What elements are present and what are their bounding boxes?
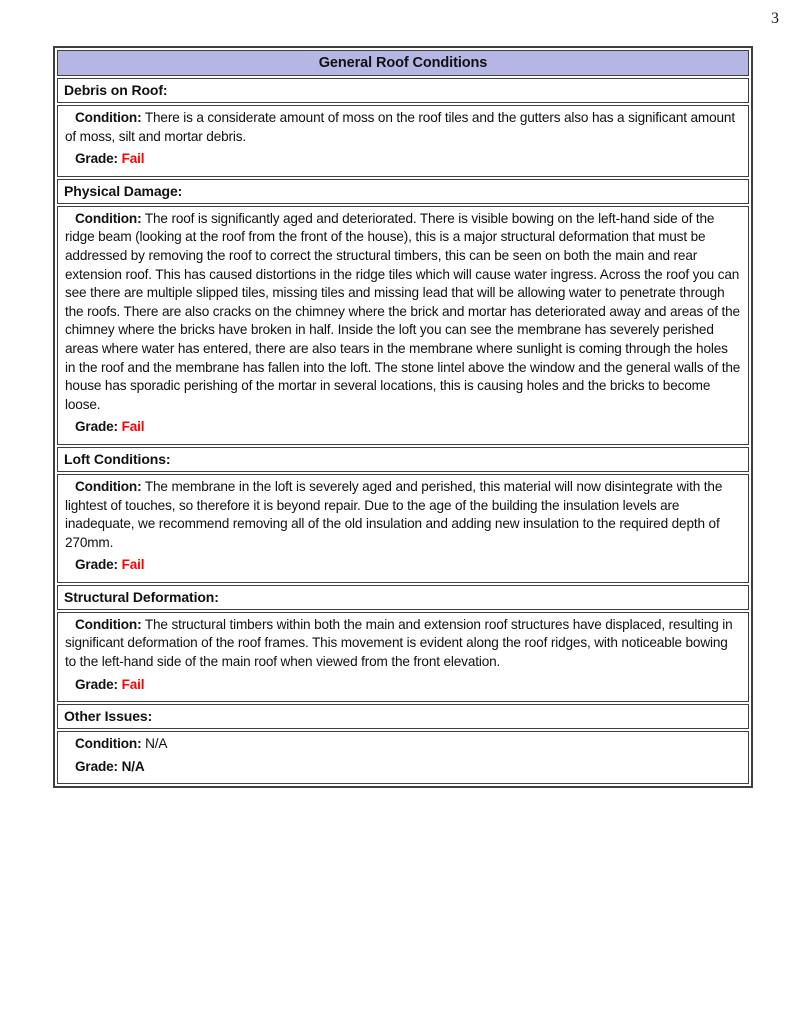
condition-text: N/A <box>145 736 168 752</box>
section-heading-row <box>57 585 749 610</box>
section-body-row <box>57 474 749 583</box>
grade-label: Grade: <box>75 676 118 692</box>
section-heading-other-issues: Other Issues: <box>57 704 749 729</box>
grade-paragraph <box>65 556 741 575</box>
grade-value: Fail <box>121 151 145 167</box>
condition-paragraph <box>65 478 741 552</box>
section-heading-physical-damage: Physical Damage: <box>57 179 749 204</box>
grade-label: Grade: <box>75 758 118 774</box>
grade-value: Fail <box>121 676 145 692</box>
page-number: 3 <box>771 10 779 27</box>
condition-text: The membrane in the loft is severely aged and perished, this material will now disintegrate with the lightest of touches, so therefore it is beyond repair. Due to the age of the building the insulation levels are inadequate, we recommend removing all of the old insulation and adding new insulation to the required depth of 270mm. <box>65 478 723 550</box>
section-heading-row <box>57 78 749 103</box>
section-heading-structural-deformation: Structural Deformation: <box>57 585 749 610</box>
section-heading-debris-on-roof: Debris on Roof: <box>57 78 749 103</box>
condition-paragraph <box>65 109 741 146</box>
section-body-debris-on-roof <box>57 105 749 177</box>
grade-paragraph <box>65 758 741 777</box>
condition-label: Condition: <box>75 616 142 632</box>
grade-label: Grade: <box>75 419 118 435</box>
condition-label: Condition: <box>75 210 142 226</box>
condition-text: The structural timbers within both the main and extension roof structures have displaced, resulting in significant deformation of the roof frames. This movement is evident along the roof ridges, with noticeable bowing to the left-hand side of the main roof when viewed from the front elevation. <box>65 616 733 670</box>
grade-label: Grade: <box>75 557 118 573</box>
grade-value: N/A <box>121 758 145 774</box>
section-body-other-issues <box>57 731 749 784</box>
table-title: General Roof Conditions <box>57 50 749 76</box>
condition-label: Condition: <box>75 736 142 752</box>
condition-label: Condition: <box>75 478 142 494</box>
grade-value: Fail <box>121 419 145 435</box>
table-title-row <box>57 50 749 76</box>
section-body-row <box>57 731 749 784</box>
section-body-loft-conditions <box>57 474 749 583</box>
section-heading-row <box>57 447 749 472</box>
section-body-physical-damage <box>57 206 749 445</box>
condition-text: There is a considerate amount of moss on the roof tiles and the gutters also has a significant amount of moss, silt and mortar debris. <box>65 110 735 144</box>
section-heading-row <box>57 179 749 204</box>
condition-text: The roof is significantly aged and deteriorated. There is visible bowing on the left-hand side of the ridge beam (looking at the roof from the front of the house), this is a major structural deformation that must be addressed by removing the roof to correct the structural timbers, this can be seen on both the main and rear extension roof. This has caused distortions in the ridge tiles which will cause water ingress. Across the roof you can see there are multiple slipped tiles, missing tiles and missing lead that will be allowing water to penetrate through the roofs. There are also cracks on the chimney where the brick and mortar has deteriorated away and areas of the chimney where the bricks have broken in half. Inside the loft you can see the membrane has severely perished areas where water has entered, there are also tears in the membrane where sunlight is coming through the holes in the roof and the membrane has fallen into the loft. The stone lintel above the window and the general walls of the house has sporadic perishing of the mortar in several locations, this is causing holes and the bricks to become loose. <box>65 210 741 412</box>
condition-paragraph <box>65 735 741 754</box>
section-heading-row <box>57 704 749 729</box>
condition-label: Condition: <box>75 110 142 125</box>
grade-paragraph <box>65 676 741 695</box>
grade-value: Fail <box>121 557 145 573</box>
condition-paragraph <box>65 616 741 672</box>
grade-label: Grade: <box>75 151 118 167</box>
section-body-structural-deformation <box>57 612 749 702</box>
section-body-row <box>57 105 749 177</box>
section-body-row <box>57 612 749 702</box>
grade-paragraph <box>65 150 741 169</box>
condition-paragraph <box>65 210 741 415</box>
section-body-row <box>57 206 749 445</box>
section-heading-loft-conditions: Loft Conditions: <box>57 447 749 472</box>
grade-paragraph <box>65 418 741 437</box>
general-roof-conditions-table <box>53 46 753 788</box>
